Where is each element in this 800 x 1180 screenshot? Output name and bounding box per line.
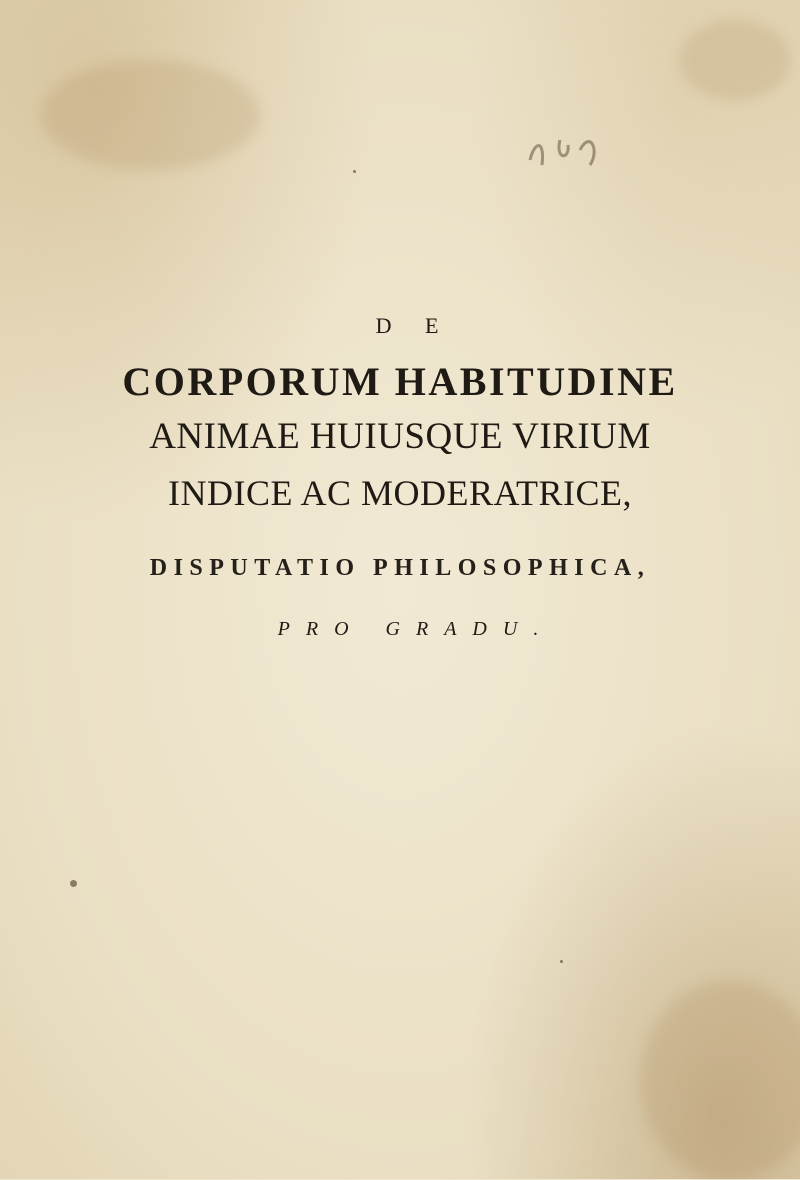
disputatio-line: DISPUTATIO PHILOSOPHICA,: [149, 555, 651, 581]
paper-stain: [680, 20, 790, 100]
paper-stain: [40, 60, 260, 170]
pro-gradu-line: PRO GRADU.: [277, 618, 555, 640]
title-line-3: INDICE AC MODERATRICE,: [167, 473, 632, 513]
faint-ink-mark: [520, 120, 610, 180]
ink-speck: [560, 960, 563, 963]
ink-speck: [353, 170, 356, 173]
ink-scribble-icon: [520, 120, 610, 180]
paper-stain: [640, 980, 800, 1180]
title-line-2: ANIMAE HUIUSQUE VIRIUM: [149, 416, 651, 457]
ink-speck: [70, 880, 77, 887]
title-de: D E: [375, 313, 453, 338]
title-line-1: CORPORUM HABITUDINE: [122, 359, 678, 404]
